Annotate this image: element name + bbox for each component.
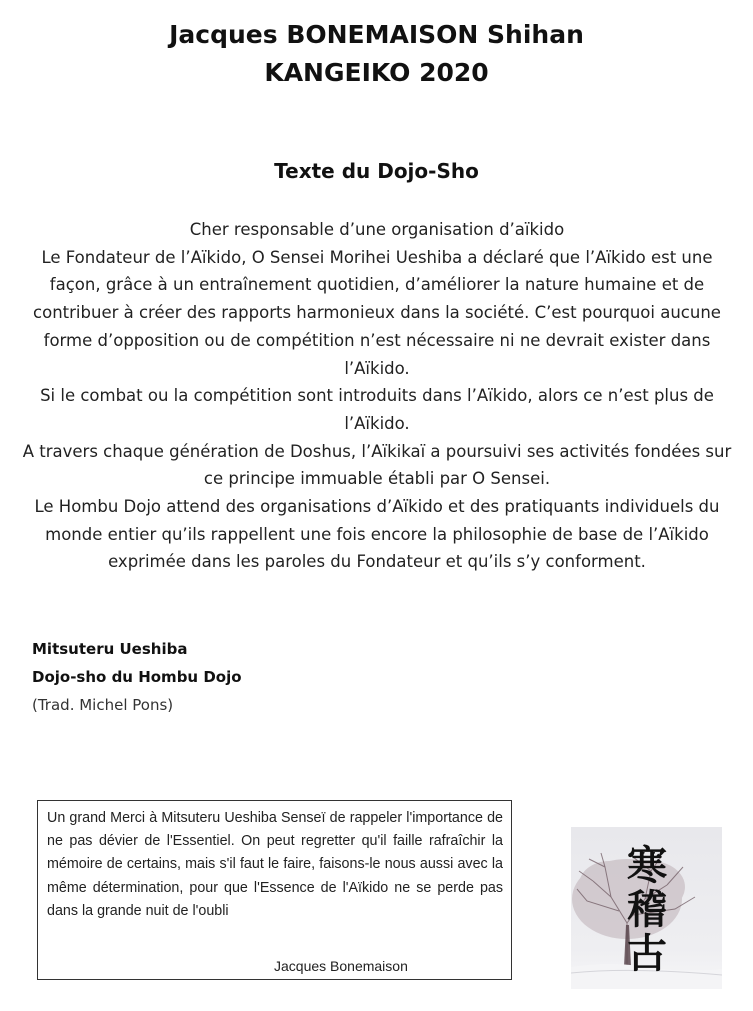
translation-credit: (Trad. Michel Pons): [32, 696, 174, 714]
calligraphy-ko: 古: [627, 930, 667, 977]
dojo-sho-text: [22, 216, 732, 576]
body-paragraph: Cher responsable d’une organisation d’aïkido: [189, 220, 565, 239]
body-paragraph: Le Fondateur de l’Aïkido, O Sensei Morihei Ueshiba a déclaré que l’Aïkido est une façon, grâce à un entraînement quotidien, d’améliorer la nature humaine et de contribuer à créer des rapports harmonieux dans la société. C’est pourquoi aucune forme d’opposition ou de compétition n’est nécessaire ni ne devrait exister dans l’Aïkido.: [33, 247, 721, 378]
document-title: Jacques BONEMAISON Shihan: [169, 20, 584, 49]
calligraphy-kan: 寒: [627, 842, 667, 889]
note-author: Jacques Bonemaison: [274, 958, 408, 974]
body-paragraph: A travers chaque génération de Doshus, l’Aïkikaï a poursuivi ses activités fondées sur ce principe immuable établi par O Sensei.: [22, 441, 732, 489]
document-subtitle: KANGEIKO 2020: [264, 58, 489, 87]
kangeiko-calligraphy-image: [571, 827, 722, 989]
body-paragraph: Le Hombu Dojo attend des organisations d’Aïkido et des pratiquants individuels du monde entier qu’ils rappellent une fois encore la philosophie de base de l’Aïkido exprimée dans les paroles du Fondateur et qu’ils s’y conforment.: [34, 497, 720, 572]
signature-role: Dojo-sho du Hombu Dojo: [32, 668, 242, 686]
note-text: Un grand Merci à Mitsuteru Ueshiba Senseï de rappeler l'importance de ne pas dévier de l'Essentiel. On peut regretter qu'il faille rafraîchir la mémoire de certains, mais s'il faut le faire, faisons-le nous aussi avec la même détermination, pour que l'Essence de l'Aïkido ne se perde pas dans la grande nuit de l'oubli: [47, 810, 503, 919]
section-title: Texte du Dojo-Sho: [274, 159, 479, 183]
body-paragraph: Si le combat ou la compétition sont introduits dans l’Aïkido, alors ce n’est plus de l’Aïkido.: [40, 386, 714, 433]
signature-name: Mitsuteru Ueshiba: [32, 640, 188, 658]
calligraphy-kei: 稽: [627, 886, 667, 933]
note-box: [37, 800, 512, 980]
